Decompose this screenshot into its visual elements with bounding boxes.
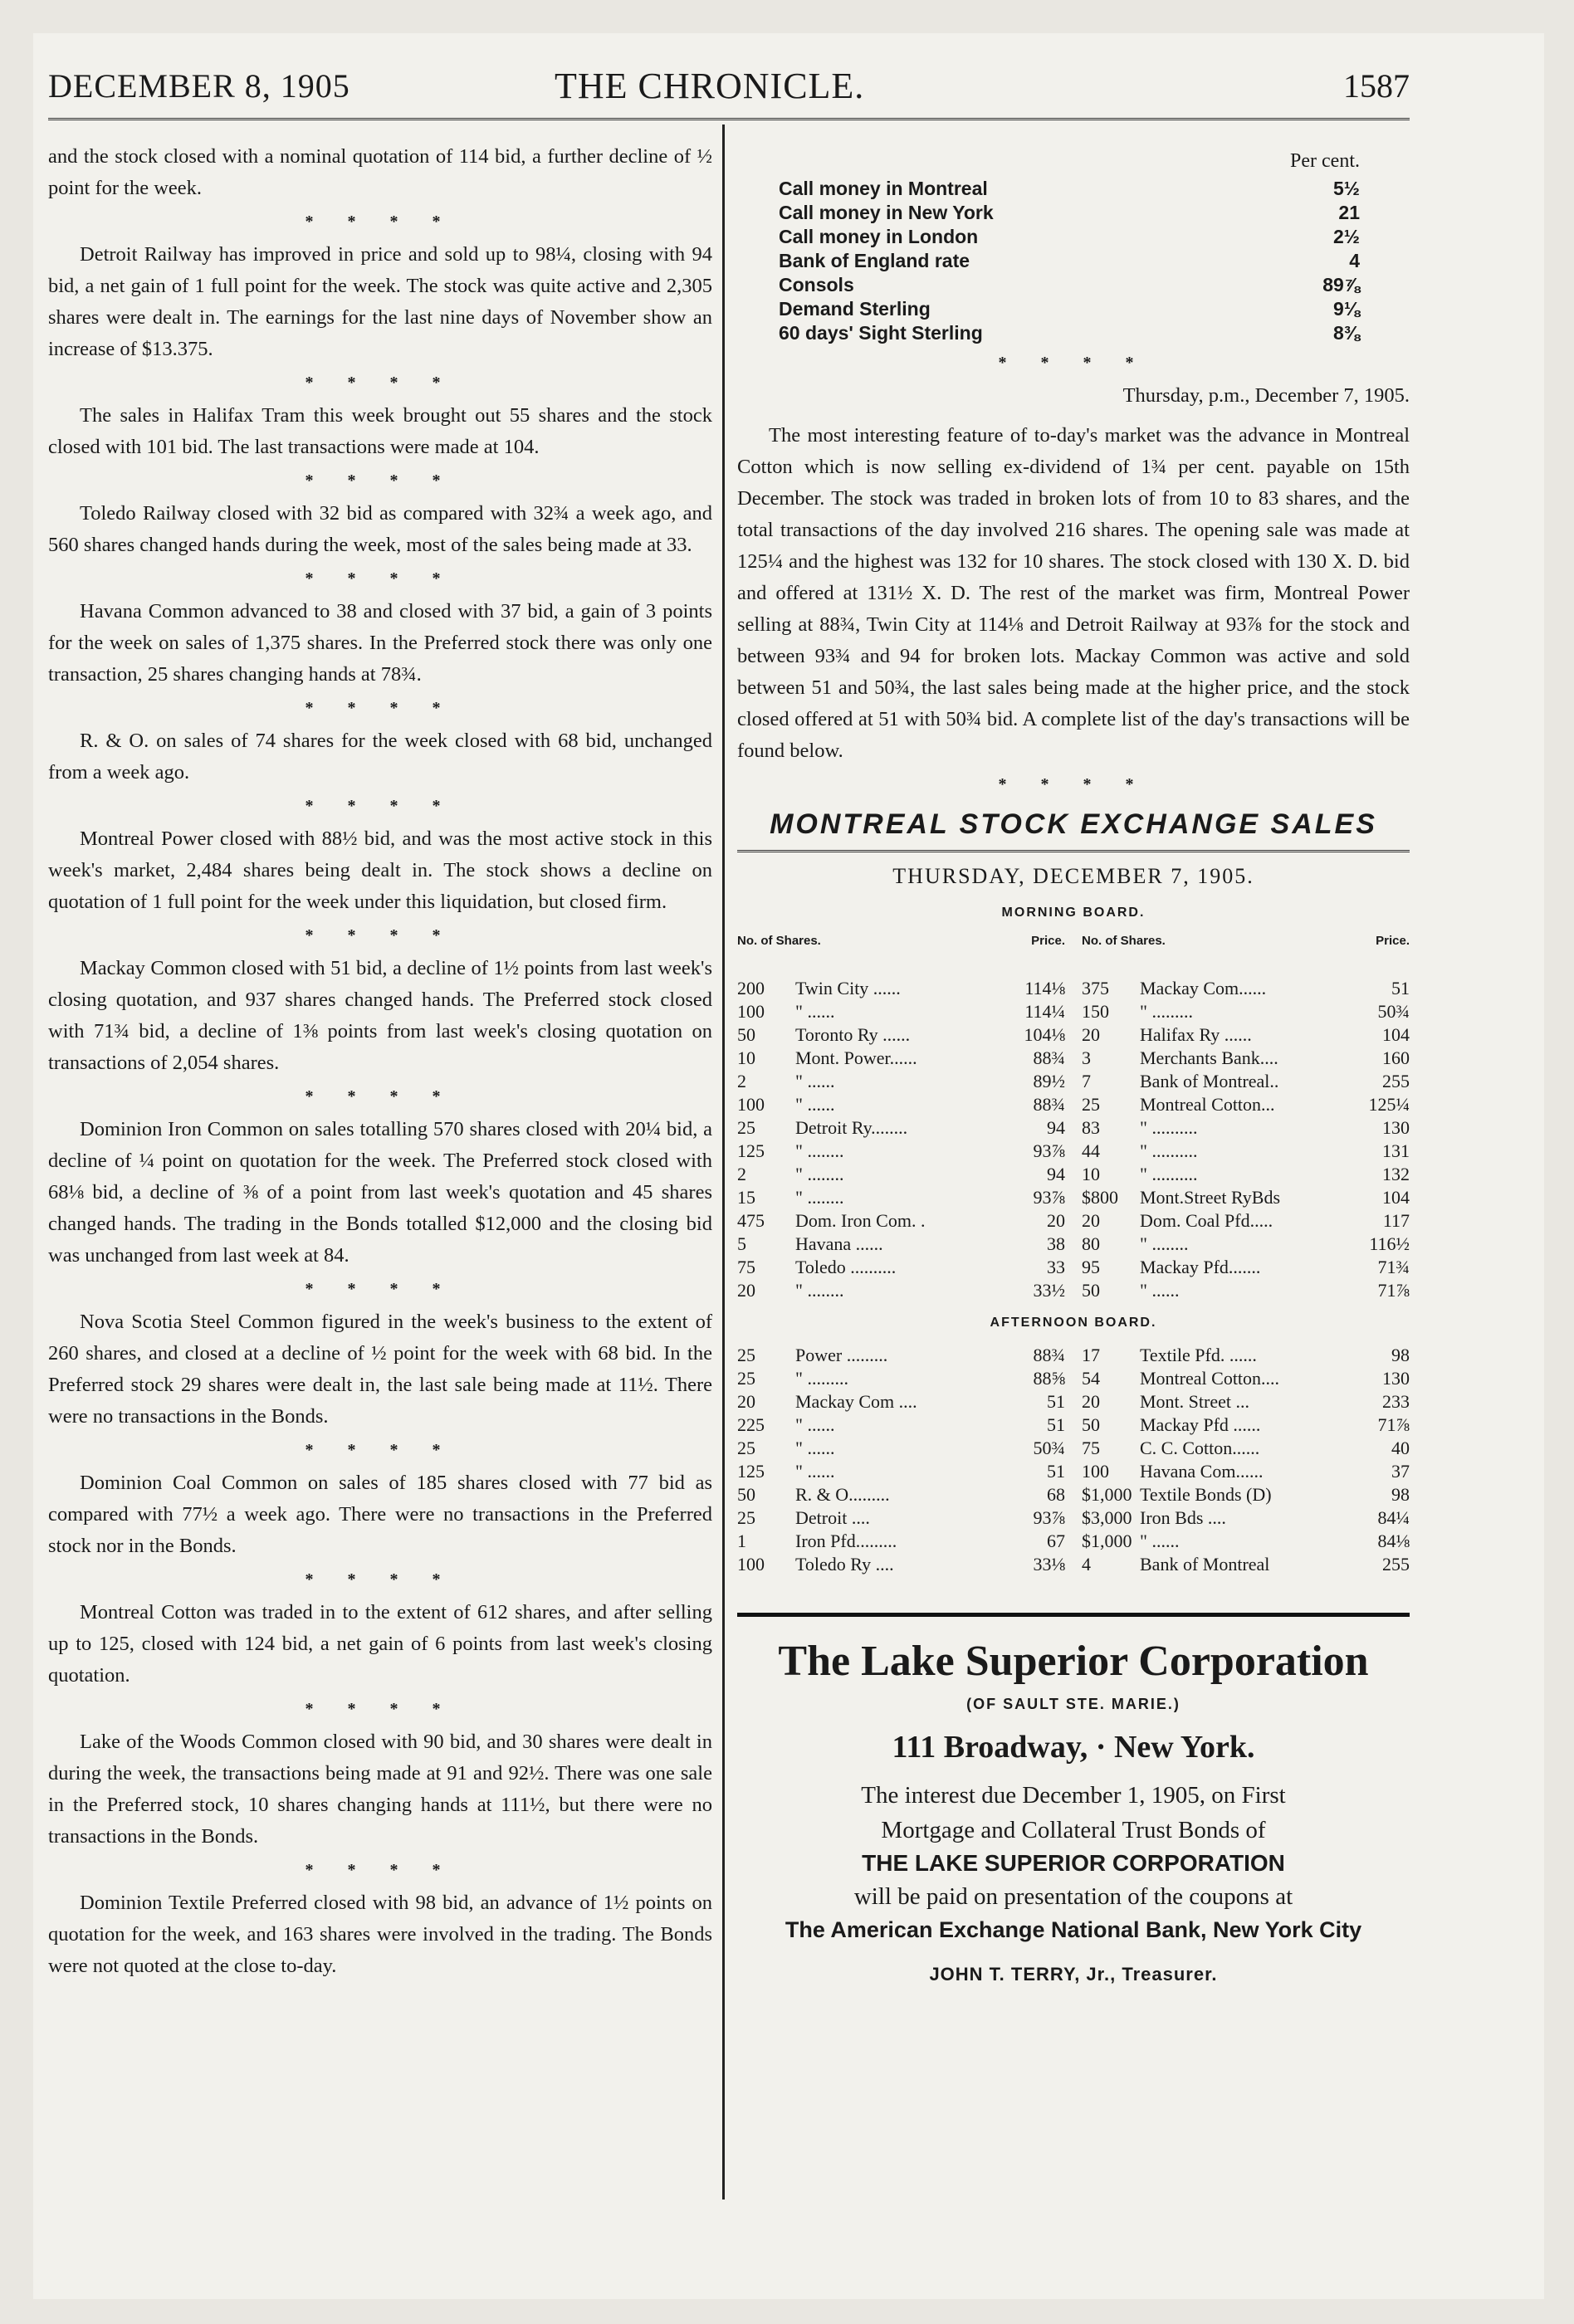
sale-price: 98	[1391, 1484, 1410, 1505]
sale-shares: 1	[737, 1531, 746, 1551]
left-column	[48, 141, 712, 1982]
sale-row	[737, 1344, 1065, 1367]
sale-stock: " ......	[795, 1438, 835, 1458]
sale-row	[737, 1367, 1065, 1390]
sale-stock: C. C. Cotton......	[1140, 1438, 1260, 1458]
section-separator: * * * *	[305, 569, 456, 588]
sale-stock: " ......	[1140, 1531, 1180, 1551]
morning-left-table	[737, 934, 1065, 1302]
sale-row	[1082, 1460, 1410, 1483]
header-date: DECEMBER 8, 1905	[48, 67, 350, 105]
sale-price: 255	[1382, 1554, 1410, 1575]
sale-row	[737, 1233, 1065, 1256]
dateline: Thursday, p.m., December 7, 1905.	[1122, 384, 1410, 407]
section-separator: * * * *	[305, 1441, 456, 1459]
rate-row	[779, 225, 1360, 249]
sale-stock: Mackay Pfd ......	[1140, 1414, 1261, 1435]
sale-stock: " ......	[795, 1001, 835, 1022]
sale-row	[737, 1506, 1065, 1530]
publication-title: THE CHRONICLE.	[555, 66, 865, 106]
rate-value: 2½	[1333, 226, 1360, 247]
sale-price: 40	[1391, 1438, 1410, 1458]
sale-stock: Toledo Ry ....	[795, 1554, 894, 1575]
sale-shares: 2	[737, 1164, 746, 1184]
rate-value: 21	[1338, 202, 1360, 223]
sale-price: 130	[1382, 1368, 1410, 1389]
section-separator: * * * *	[305, 1700, 456, 1718]
section-separator: * * * *	[305, 471, 456, 490]
sale-price: 117	[1382, 1210, 1410, 1231]
sale-row	[1082, 1209, 1410, 1233]
sale-stock: " ........	[795, 1164, 844, 1184]
news-paragraph: Detroit Railway has improved in price and sold up to 98¼, closing with 94 bid, a net gain of 1 full point for the week. The stock was quite active and 2,305 shares were dealt in. The earnings for the last nine days of November show an increase of $13.375.	[48, 243, 712, 360]
sale-row	[737, 1000, 1065, 1023]
news-paragraph: The sales in Halifax Tram this week brought out 55 shares and the stock closed with 101 bid. The last transactions were made at 104.	[48, 404, 712, 458]
sale-row	[737, 1209, 1065, 1233]
sale-shares: 50	[737, 1024, 755, 1045]
sale-price: 50¾	[1377, 1001, 1410, 1022]
sale-shares: 2	[737, 1071, 746, 1091]
sale-shares: 20	[1082, 1391, 1100, 1412]
sale-shares: 10	[737, 1047, 755, 1068]
sale-shares: 15	[737, 1187, 755, 1208]
sale-price: 84¼	[1377, 1507, 1410, 1528]
sale-shares: 50	[1082, 1280, 1100, 1301]
ad-corporation: THE LAKE SUPERIOR CORPORATION	[862, 1850, 1285, 1876]
section-separator: * * * *	[998, 354, 1149, 372]
sale-stock: Mackay Com......	[1140, 978, 1267, 998]
rate-value: 8⅜	[1333, 322, 1360, 344]
sale-stock: Mackay Pfd.......	[1140, 1257, 1261, 1277]
rate-label: Call money in London	[779, 226, 979, 247]
sale-stock: R. & O.........	[795, 1484, 890, 1505]
ad-subtitle: (OF SAULT STE. MARIE.)	[966, 1696, 1180, 1712]
rate-label: Demand Sterling	[779, 298, 931, 320]
sale-row	[737, 1483, 1065, 1506]
sale-row	[1082, 1233, 1410, 1256]
section-separator: * * * *	[998, 775, 1149, 793]
sale-shares: 25	[737, 1438, 755, 1458]
sale-row	[1082, 1390, 1410, 1413]
news-paragraph: Toledo Railway closed with 32 bid as compared with 32¾ a week ago, and 560 shares changed hands during the week, most of the sales being made at 33.	[48, 502, 712, 556]
sale-stock: " ..........	[1140, 1140, 1198, 1161]
rate-row	[779, 249, 1360, 273]
rate-row	[779, 201, 1360, 225]
sale-shares: 20	[737, 1280, 755, 1301]
sale-stock: " ........	[795, 1280, 844, 1301]
shares-col-header: No. of Shares.	[1082, 934, 1166, 948]
sale-stock: Mont.Street RyBds	[1140, 1187, 1281, 1208]
sale-stock: " ........	[1140, 1233, 1189, 1254]
section-separator: * * * *	[305, 699, 456, 717]
afternoon-board-label: AFTERNOON BOARD.	[990, 1316, 1157, 1330]
sale-row	[737, 1070, 1065, 1093]
sale-stock: Toledo ..........	[795, 1257, 897, 1277]
ad-treasurer: JOHN T. TERRY, Jr., Treasurer.	[929, 1964, 1218, 1985]
sale-row	[737, 1390, 1065, 1413]
sale-shares: 100	[737, 1554, 765, 1575]
sale-row	[1082, 977, 1410, 1000]
section-separator: * * * *	[305, 1087, 456, 1106]
sale-row	[737, 1047, 1065, 1070]
sale-row	[737, 1553, 1065, 1576]
sale-shares: 475	[737, 1210, 765, 1231]
sale-price: 71⅞	[1377, 1414, 1410, 1435]
section-separator: * * * *	[305, 797, 456, 815]
sale-price: 131	[1382, 1140, 1410, 1161]
sale-stock: Montreal Cotton....	[1140, 1368, 1280, 1389]
sale-shares: $1,000	[1082, 1484, 1132, 1505]
sale-stock: Halifax Ry ......	[1140, 1024, 1252, 1045]
sale-row	[1082, 1553, 1410, 1576]
sale-shares: 95	[1082, 1257, 1100, 1277]
sale-stock: Mackay Com ....	[795, 1391, 917, 1412]
sale-stock: Montreal Cotton...	[1140, 1094, 1275, 1115]
table-header	[1082, 934, 1410, 977]
sale-row	[1082, 1344, 1410, 1367]
sale-row	[1082, 1163, 1410, 1186]
sale-price: 93⅞	[1033, 1140, 1065, 1161]
sale-row	[1082, 1437, 1410, 1460]
price-col-header: Price.	[1376, 934, 1410, 948]
sale-stock: Detroit ....	[795, 1507, 870, 1528]
sale-price: 20	[1047, 1210, 1065, 1231]
ad-bank: The American Exchange National Bank, New York City	[785, 1917, 1362, 1942]
exchange-title: MONTREAL STOCK EXCHANGE SALES	[770, 808, 1377, 840]
sale-price: 104⅛	[1024, 1024, 1065, 1045]
rate-label: Consols	[779, 274, 854, 295]
sale-shares: 50	[1082, 1414, 1100, 1435]
price-col-header: Price.	[1031, 934, 1065, 948]
rate-value: 4	[1349, 250, 1360, 271]
sale-stock: " ........	[795, 1140, 844, 1161]
money-rates-table	[779, 149, 1360, 345]
sale-row	[1082, 1000, 1410, 1023]
sale-shares: 54	[1082, 1368, 1100, 1389]
sale-stock: " ......	[1140, 1280, 1180, 1301]
advertisement	[737, 1635, 1410, 1990]
sale-shares: $800	[1082, 1187, 1118, 1208]
rate-label: Call money in New York	[779, 202, 994, 223]
section-separator: * * * *	[305, 1861, 456, 1879]
sale-price: 33	[1047, 1257, 1065, 1277]
news-paragraph: Montreal Power closed with 88½ bid, and was the most active stock in this week's market, 2,484 shares being dealt in. The stock shows a decline on quotation of 1 full point for the week under this liquidation, but closed firm.	[48, 828, 712, 913]
sale-shares: 3	[1082, 1047, 1091, 1068]
rate-value: 9⅛	[1333, 298, 1360, 320]
sale-row	[737, 1437, 1065, 1460]
sale-price: 71¾	[1377, 1257, 1410, 1277]
sale-row	[1082, 1367, 1410, 1390]
rate-label: Call money in Montreal	[779, 178, 988, 199]
sale-row	[737, 1093, 1065, 1116]
section-separator: * * * *	[305, 374, 456, 392]
sale-stock: Mont. Power......	[795, 1047, 917, 1068]
section-separator: * * * *	[305, 1570, 456, 1589]
sale-shares: 200	[737, 978, 765, 998]
sale-row	[1082, 1279, 1410, 1302]
sale-row	[1082, 1413, 1410, 1437]
sale-row	[1082, 1070, 1410, 1093]
sale-stock: " ......	[795, 1461, 835, 1482]
sale-price: 67	[1047, 1531, 1065, 1551]
page-header	[48, 60, 1410, 118]
rate-row	[779, 177, 1360, 201]
sale-stock: Merchants Bank....	[1140, 1047, 1278, 1068]
sale-shares: 20	[1082, 1210, 1100, 1231]
sale-price: 33⅛	[1033, 1554, 1065, 1575]
sale-shares: 83	[1082, 1117, 1100, 1138]
sale-price: 88⅝	[1033, 1368, 1065, 1389]
sale-shares: 50	[737, 1484, 755, 1505]
sale-price: 114¼	[1024, 1001, 1065, 1022]
sale-shares: 17	[1082, 1345, 1100, 1365]
sale-price: 94	[1047, 1117, 1065, 1138]
sale-price: 37	[1391, 1461, 1410, 1482]
sale-stock: Power .........	[795, 1345, 888, 1365]
sale-stock: " ......	[795, 1094, 835, 1115]
sale-price: 38	[1047, 1233, 1065, 1254]
ad-company-name: The Lake Superior Corporation	[778, 1638, 1369, 1685]
sale-price: 125¼	[1368, 1094, 1410, 1115]
sale-price: 88¾	[1033, 1345, 1065, 1365]
sale-stock: Detroit Ry........	[795, 1117, 908, 1138]
sale-stock: " .........	[795, 1368, 848, 1389]
rates-header: Per cent.	[1290, 150, 1360, 172]
header-rule	[48, 118, 1410, 120]
sale-shares: 20	[1082, 1024, 1100, 1045]
column-divider	[722, 124, 725, 2200]
sale-price: 114⅛	[1024, 978, 1065, 998]
news-paragraph: Nova Scotia Steel Common figured in the week's business to the extent of 260 shares, and closed at a decline of ½ point for the week with 68 bid. In the Preferred stock 29 shares were dealt in, the last sale being made at 11½. There were no transactions in the Bonds.	[48, 1311, 712, 1428]
sale-price: 104	[1382, 1187, 1410, 1208]
sale-stock: Mont. Street ...	[1140, 1391, 1249, 1412]
sale-stock: Dom. Iron Com. .	[795, 1210, 926, 1231]
sale-price: 51	[1047, 1461, 1065, 1482]
sale-shares: 20	[737, 1391, 755, 1412]
sale-row	[737, 1186, 1065, 1209]
rate-row	[779, 297, 1360, 321]
sale-shares: 75	[1082, 1438, 1100, 1458]
sale-price: 116½	[1369, 1233, 1410, 1254]
news-paragraph: R. & O. on sales of 74 shares for the week closed with 68 bid, unchanged from a week ago.	[48, 730, 712, 784]
table-header	[737, 934, 1065, 977]
sale-price: 160	[1382, 1047, 1410, 1068]
sale-row	[737, 1279, 1065, 1302]
sale-row	[737, 977, 1065, 1000]
sale-shares: $3,000	[1082, 1507, 1132, 1528]
news-paragraph: Mackay Common closed with 51 bid, a decline of 1½ points from last week's closing quotation, and 937 shares changed hands. The Preferred stock closed with 71¾ bid, a decline of 1⅜ points from last week's closing quotation on transactions of 2,054 shares.	[48, 957, 712, 1074]
sale-shares: 25	[737, 1507, 755, 1528]
morning-right-table	[1082, 934, 1410, 1302]
market-report: The most interesting feature of to-day's market was the advance in Montreal Cotton which is now selling ex-dividend of 1¾ per cent. payable on 15th December. The stock was traded in broken lots of from 10 to 83 shares, and the total transactions of the day involved 216 shares. The opening sale was made at 125¼ and the highest was 132 for 10 shares. The stock closed with 130 X. D. bid and offered at 131½ X. D. The rest of the market was firm, Montreal Power selling at 88¾, Twin City at 114⅛ and Detroit Railway at 93⅞ for the stock and between 93¾ and 94 for broken lots. Mackay Common was active and sold between 51 and 50¾, the last sales being made at the higher price, and the stock closed offered at 51 with 50¾ bid. A complete list of the day's transactions will be found below.	[737, 424, 1410, 762]
sale-shares: 25	[737, 1345, 755, 1365]
sale-row	[1082, 1186, 1410, 1209]
sale-shares: 375	[1082, 978, 1109, 998]
sale-row	[737, 1163, 1065, 1186]
sale-row	[1082, 1506, 1410, 1530]
sale-price: 98	[1391, 1345, 1410, 1365]
sale-shares: 150	[1082, 1001, 1109, 1022]
sale-shares: $1,000	[1082, 1531, 1132, 1551]
news-paragraph: Lake of the Woods Common closed with 90 bid, and 30 shares were dealt in during the week, the transactions being made at 91 and 92½. There was one sale in the Preferred stock, 10 shares changing hands at 111½, but there were no transactions in the Bonds.	[48, 1731, 712, 1848]
sale-stock: Iron Bds ....	[1140, 1507, 1226, 1528]
sale-price: 93⅞	[1033, 1507, 1065, 1528]
section-separator: * * * *	[305, 1280, 456, 1298]
sale-stock: Bank of Montreal	[1140, 1554, 1270, 1575]
ad-text-line: The interest due December 1, 1905, on First	[861, 1782, 1286, 1809]
sale-price: 132	[1382, 1164, 1410, 1184]
sale-row	[737, 1530, 1065, 1553]
rate-label: 60 days' Sight Sterling	[779, 322, 983, 344]
sale-price: 130	[1382, 1117, 1410, 1138]
page-number: 1587	[1343, 67, 1410, 105]
sale-price: 233	[1382, 1391, 1410, 1412]
sale-shares: 225	[737, 1414, 765, 1435]
sale-stock: " ......	[795, 1414, 835, 1435]
sale-row	[1082, 1093, 1410, 1116]
sale-stock: " ......	[795, 1071, 835, 1091]
afternoon-board-tables	[737, 1344, 1410, 1576]
sale-stock: Textile Pfd. ......	[1140, 1345, 1257, 1365]
sale-shares: 44	[1082, 1140, 1100, 1161]
sale-row	[737, 1460, 1065, 1483]
sale-row	[737, 1023, 1065, 1047]
ad-address: 111 Broadway, · New York.	[892, 1730, 1255, 1765]
sale-price: 88¾	[1033, 1047, 1065, 1068]
sale-stock: Bank of Montreal..	[1140, 1071, 1279, 1091]
shares-col-header: No. of Shares.	[737, 934, 821, 948]
sale-price: 51	[1047, 1391, 1065, 1412]
sale-row	[737, 1140, 1065, 1163]
news-paragraph: Dominion Iron Common on sales totalling 570 shares closed with 20¼ bid, a decline of ¼ point on quotation for the week. The Preferred stock closed with 68⅛ bid, a decline of ⅜ of a point from last week's quotation and 45 shares changed hands. The trading in the Bonds totalled $12,000 and the closing bid was unchanged from last week at 84.	[48, 1118, 712, 1267]
sale-price: 68	[1047, 1484, 1065, 1505]
news-paragraph: Dominion Textile Preferred closed with 98 bid, an advance of 1½ points on quotation for the week, and 163 shares were involved in the trading. The Bonds were not quoted at the close to-day.	[48, 1892, 712, 1977]
sale-row	[1082, 1116, 1410, 1140]
sale-row	[1082, 1256, 1410, 1279]
afternoon-left-table	[737, 1344, 1065, 1576]
sale-price: 93⅞	[1033, 1187, 1065, 1208]
sale-row	[1082, 1047, 1410, 1070]
sale-stock: Iron Pfd.........	[795, 1531, 897, 1551]
exchange-date: THURSDAY, DECEMBER 7, 1905.	[892, 864, 1254, 888]
sale-stock: Textile Bonds (D)	[1140, 1484, 1272, 1505]
sale-stock: Twin City ......	[795, 978, 901, 998]
afternoon-right-table	[1082, 1344, 1410, 1576]
sale-shares: 75	[737, 1257, 755, 1277]
sale-price: 71⅞	[1377, 1280, 1410, 1301]
sale-price: 33½	[1033, 1280, 1065, 1301]
rate-row	[779, 321, 1360, 345]
sale-stock: " ..........	[1140, 1117, 1198, 1138]
rate-value: 89⅞	[1322, 274, 1360, 295]
sale-price: 255	[1382, 1071, 1410, 1091]
sale-shares: 125	[737, 1140, 765, 1161]
sale-row	[737, 1413, 1065, 1437]
sale-row	[737, 1116, 1065, 1140]
rate-label: Bank of England rate	[779, 250, 970, 271]
morning-board-tables	[737, 934, 1410, 1302]
ad-text-line: will be paid on presentation of the coupons at	[853, 1883, 1293, 1910]
section-separator: * * * *	[305, 212, 456, 231]
sale-row	[1082, 1530, 1410, 1553]
sale-shares: 100	[1082, 1461, 1109, 1482]
sale-row	[737, 1256, 1065, 1279]
sale-stock: Havana Com......	[1140, 1461, 1264, 1482]
exchange-rule	[737, 850, 1410, 852]
sale-shares: 5	[737, 1233, 746, 1254]
sale-stock: " .........	[1140, 1001, 1193, 1022]
sale-price: 88¾	[1033, 1094, 1065, 1115]
sale-price: 51	[1391, 978, 1410, 998]
morning-board-label: MORNING BOARD.	[1001, 906, 1146, 920]
sale-shares: 100	[737, 1094, 765, 1115]
sale-price: 104	[1382, 1024, 1410, 1045]
sale-shares: 25	[1082, 1094, 1100, 1115]
news-paragraph: and the stock closed with a nominal quotation of 114 bid, a further decline of ½ point for the week.	[48, 145, 712, 199]
rate-value: 5½	[1333, 178, 1360, 199]
advertisement-rule	[737, 1613, 1410, 1617]
sale-shares: 25	[737, 1368, 755, 1389]
sale-stock: Havana ......	[795, 1233, 883, 1254]
news-paragraph: Montreal Cotton was traded in to the extent of 612 shares, and after selling up to 125, closed with 124 bid, a net gain of 6 points from last week's closing quotation.	[48, 1601, 712, 1687]
sale-price: 50¾	[1033, 1438, 1065, 1458]
sale-price: 94	[1047, 1164, 1065, 1184]
sale-row	[1082, 1023, 1410, 1047]
rate-row	[779, 273, 1360, 297]
sale-shares: 4	[1082, 1554, 1091, 1575]
right-column	[737, 149, 1410, 1990]
news-paragraph: Havana Common advanced to 38 and closed with 37 bid, a gain of 3 points for the week on sales of 1,375 shares. In the Preferred stock there was only one transaction, 25 shares changing hands at 78¾.	[48, 600, 712, 686]
sale-row	[1082, 1140, 1410, 1163]
sale-shares: 25	[737, 1117, 755, 1138]
sale-shares: 10	[1082, 1164, 1100, 1184]
section-separator: * * * *	[305, 926, 456, 945]
sale-shares: 125	[737, 1461, 765, 1482]
sale-shares: 7	[1082, 1071, 1091, 1091]
sale-price: 89½	[1033, 1071, 1065, 1091]
sale-row	[1082, 1483, 1410, 1506]
sale-stock: Dom. Coal Pfd.....	[1140, 1210, 1273, 1231]
sale-price: 84⅛	[1377, 1531, 1410, 1551]
sale-shares: 100	[737, 1001, 765, 1022]
ad-text-line: Mortgage and Collateral Trust Bonds of	[881, 1817, 1266, 1843]
sale-stock: Toronto Ry ......	[795, 1024, 911, 1045]
news-paragraph: Dominion Coal Common on sales of 185 shares closed with 77 bid as compared with 77½ a week ago. There were no transactions in the Preferred stock nor in the Bonds.	[48, 1472, 712, 1557]
sale-price: 51	[1047, 1414, 1065, 1435]
sale-shares: 80	[1082, 1233, 1100, 1254]
sale-stock: " ........	[795, 1187, 844, 1208]
sale-stock: " ..........	[1140, 1164, 1198, 1184]
